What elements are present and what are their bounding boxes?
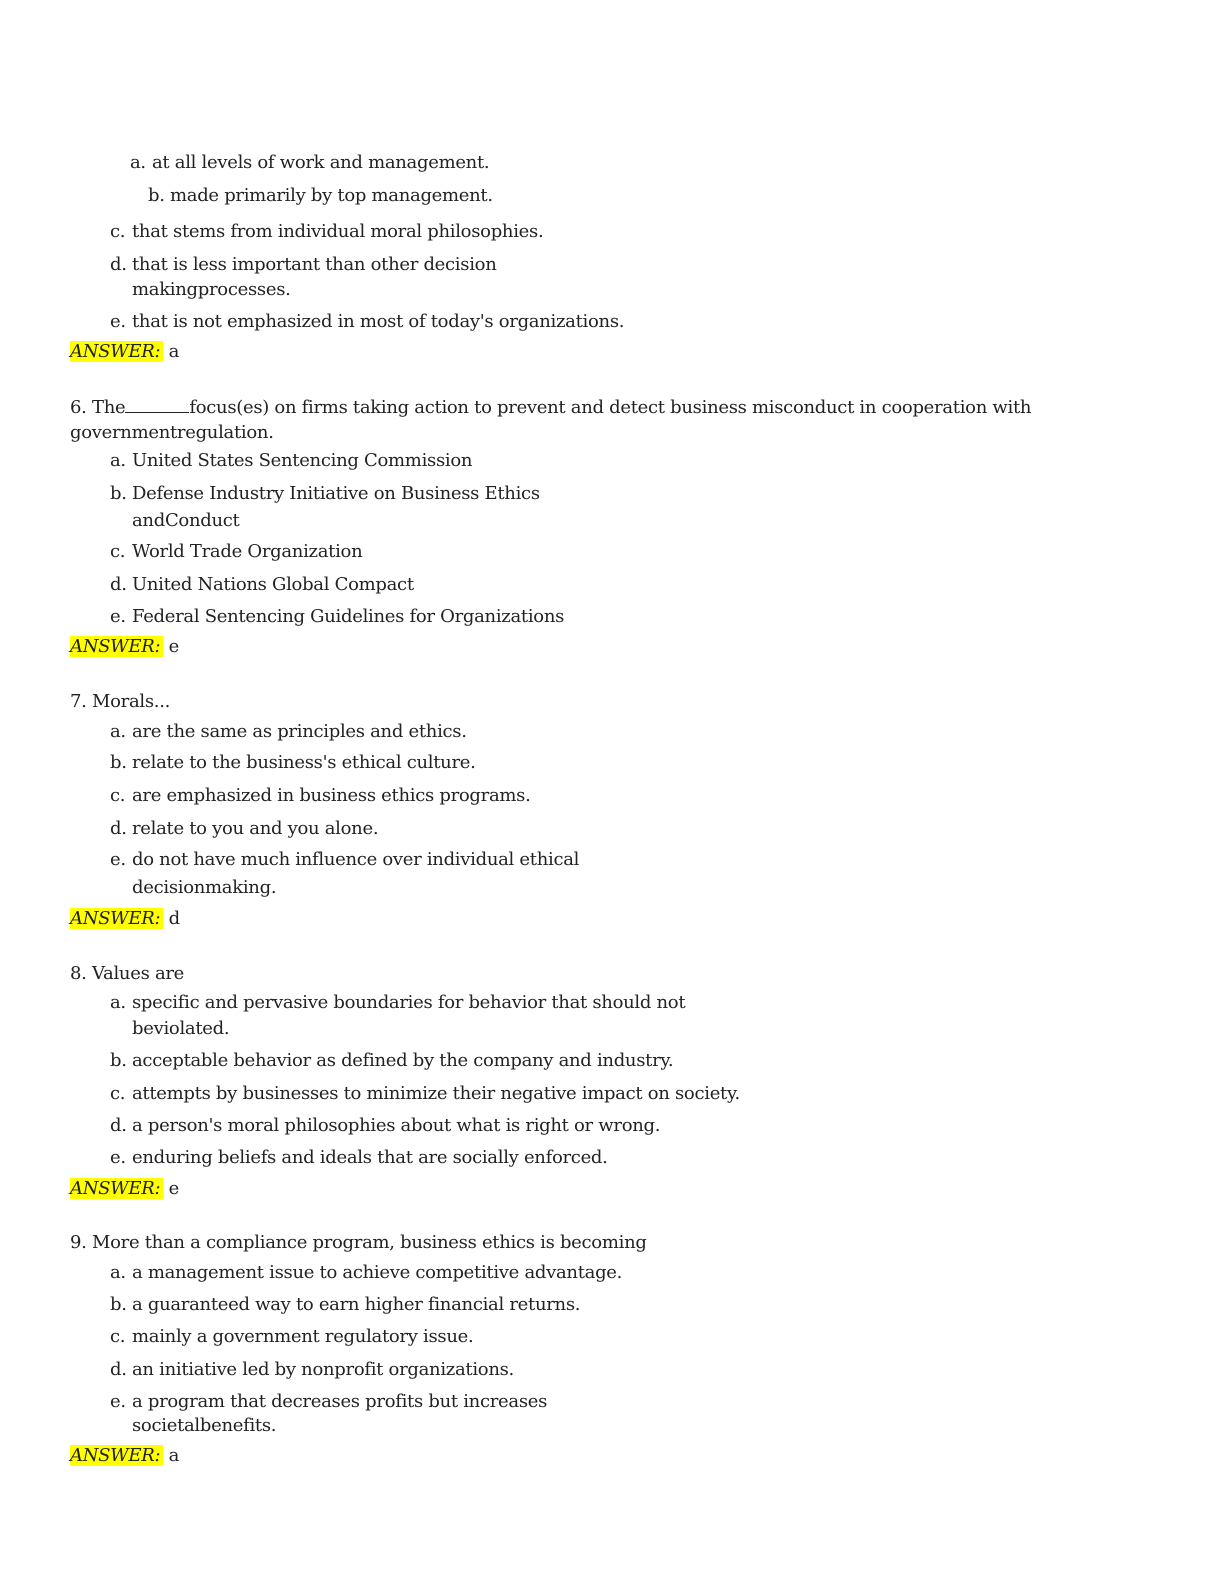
q9-option-b: b. a guaranteed way to earn higher financial returns. xyxy=(110,1294,581,1315)
q8-option-d: d. a person's moral philosophies about what is right or wrong. xyxy=(110,1115,661,1136)
q6-option-d: d. United Nations Global Compact xyxy=(110,574,414,595)
q7-option-a: a. are the same as principles and ethics. xyxy=(110,721,467,742)
q6-option-c: c. World Trade Organization xyxy=(110,541,363,562)
q9-answer xyxy=(70,1444,179,1468)
q6-stem-continued: governmentregulation. xyxy=(70,422,274,443)
q5-option-e: e. that is not emphasized in most of today's organizations. xyxy=(110,311,625,332)
answer-highlight: ANSWER: xyxy=(70,908,163,929)
q5-answer xyxy=(70,340,179,364)
q9-option-a: a. a management issue to achieve competitive advantage. xyxy=(110,1262,623,1283)
q6-answer xyxy=(70,635,179,659)
answer-value: a xyxy=(168,341,180,362)
q5-option-a: a. at all levels of work and management. xyxy=(130,152,490,173)
q7-option-b: b. relate to the business's ethical culture. xyxy=(110,752,476,773)
q5-option-b: b. made primarily by top management. xyxy=(148,185,493,206)
answer-highlight: ANSWER: xyxy=(70,1445,163,1466)
q8-answer xyxy=(70,1177,179,1201)
q9-option-e: e. a program that decreases profits but increases xyxy=(110,1391,548,1412)
q6-option-b: b. Defense Industry Initiative on Business Ethics xyxy=(110,483,540,504)
q7-stem: 7. Morals... xyxy=(70,691,171,712)
q5-option-d: d. that is less important than other decision xyxy=(110,254,497,275)
answer-value: a xyxy=(168,1445,180,1466)
answer-highlight: ANSWER: xyxy=(70,1178,163,1199)
q7-option-d: d. relate to you and you alone. xyxy=(110,818,379,839)
q8-option-c: c. attempts by businesses to minimize their negative impact on society. xyxy=(110,1083,740,1104)
q9-option-d: d. an initiative led by nonprofit organizations. xyxy=(110,1359,514,1380)
answer-value: d xyxy=(168,908,180,929)
q8-option-a: a. specific and pervasive boundaries for behavior that should not xyxy=(110,992,686,1013)
q9-option-c: c. mainly a government regulatory issue. xyxy=(110,1326,474,1347)
q8-option-b: b. acceptable behavior as defined by the company and industry. xyxy=(110,1050,674,1071)
q8-option-a-continued: beviolated. xyxy=(132,1018,230,1039)
answer-highlight: ANSWER: xyxy=(70,636,163,657)
q9-stem: 9. More than a compliance program, business ethics is becoming xyxy=(70,1232,647,1253)
answer-value: e xyxy=(168,1178,180,1199)
q6-stem: 6. The focus(es) on firms taking action to prevent and detect business misconduct in cooperation with xyxy=(70,397,1032,418)
q5-option-d-continued: makingprocesses. xyxy=(132,279,291,300)
q7-option-e-continued: decisionmaking. xyxy=(132,877,277,898)
answer-value: e xyxy=(168,636,180,657)
q7-answer xyxy=(70,907,180,931)
q5-option-c: c. that stems from individual moral philosophies. xyxy=(110,221,544,242)
q7-option-e: e. do not have much influence over individual ethical xyxy=(110,849,580,870)
answer-highlight: ANSWER: xyxy=(70,341,163,362)
q6-option-b-continued: andConduct xyxy=(132,510,240,531)
q6-option-a: a. United States Sentencing Commission xyxy=(110,450,473,471)
fill-in-blank xyxy=(125,398,189,413)
q9-option-e-continued: societalbenefits. xyxy=(132,1415,277,1436)
q6-option-e: e. Federal Sentencing Guidelines for Organizations xyxy=(110,606,565,627)
q7-option-c: c. are emphasized in business ethics programs. xyxy=(110,785,531,806)
q8-stem: 8. Values are xyxy=(70,963,185,984)
q8-option-e: e. enduring beliefs and ideals that are socially enforced. xyxy=(110,1147,608,1168)
